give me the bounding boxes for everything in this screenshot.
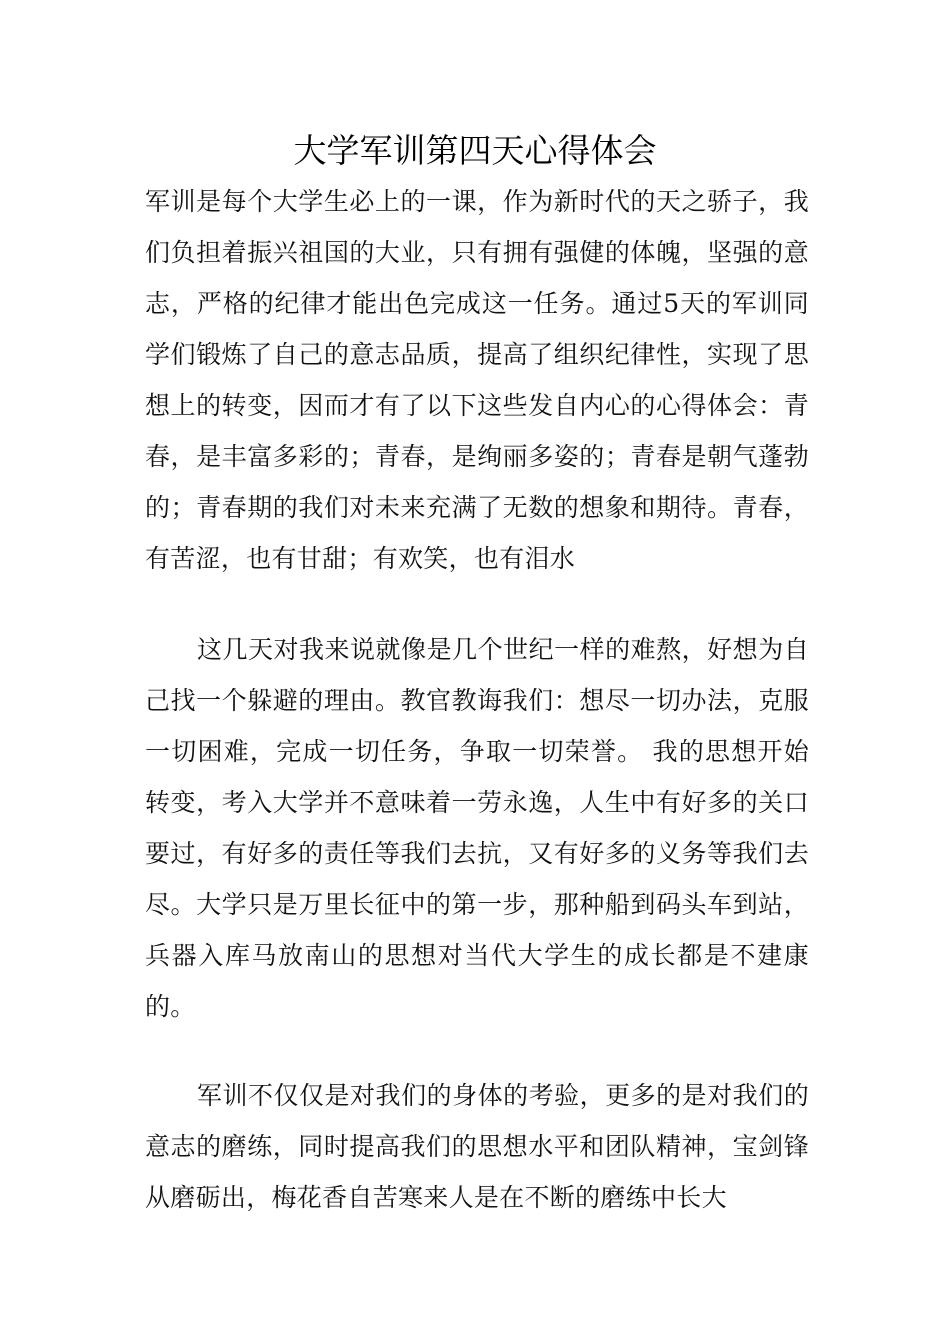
paragraph-3: 军训不仅仅是对我们的身体的考验，更多的是对我们的意志的磨练，同时提高我们的思想水平和团队精神，宝剑锋从磨砺出，梅花香自苦寒来人是在不断的磨练中长大 <box>145 1081 809 1212</box>
paragraph-1: 军训是每个大学生必上的一课，作为新时代的天之骄子，我们负担着振兴祖国的大业，只有拥有强健的体魄，坚强的意志，严格的纪律才能出色完成这一任务。通过5天的军训同学们锻炼了自己的意志品质，提高了组织纪律性，实现了思想上的转变，因而才有了以下这些发自内心的心得体会：青春，是丰富多彩的；青春，是绚丽多姿的；青春是朝气蓬勃的；青春期的我们对未来充满了无数的想象和期待。青春，有苦涩，也有甘甜；有欢笑，也有泪水 <box>145 187 809 573</box>
document-title: 大学军训第四天心得体会 <box>293 131 657 170</box>
paragraph-2: 这几天对我来说就像是几个世纪一样的难熬，好想为自己找一个躲避的理由。教官教诲我们：想尽一切办法，克服一切困难，完成一切任务，争取一切荣誉。 我的思想开始转变，考入大学并不意味着一劳永逸，人生中有好多的关口要过，有好多的责任等我们去抗，又有好多的义务等我们去尽。大学只是万里长征中的第一步，那种船到码头车到站，兵器入库马放南山的思想对当代大学生的成长都是不建康的。 <box>145 635 809 1021</box>
